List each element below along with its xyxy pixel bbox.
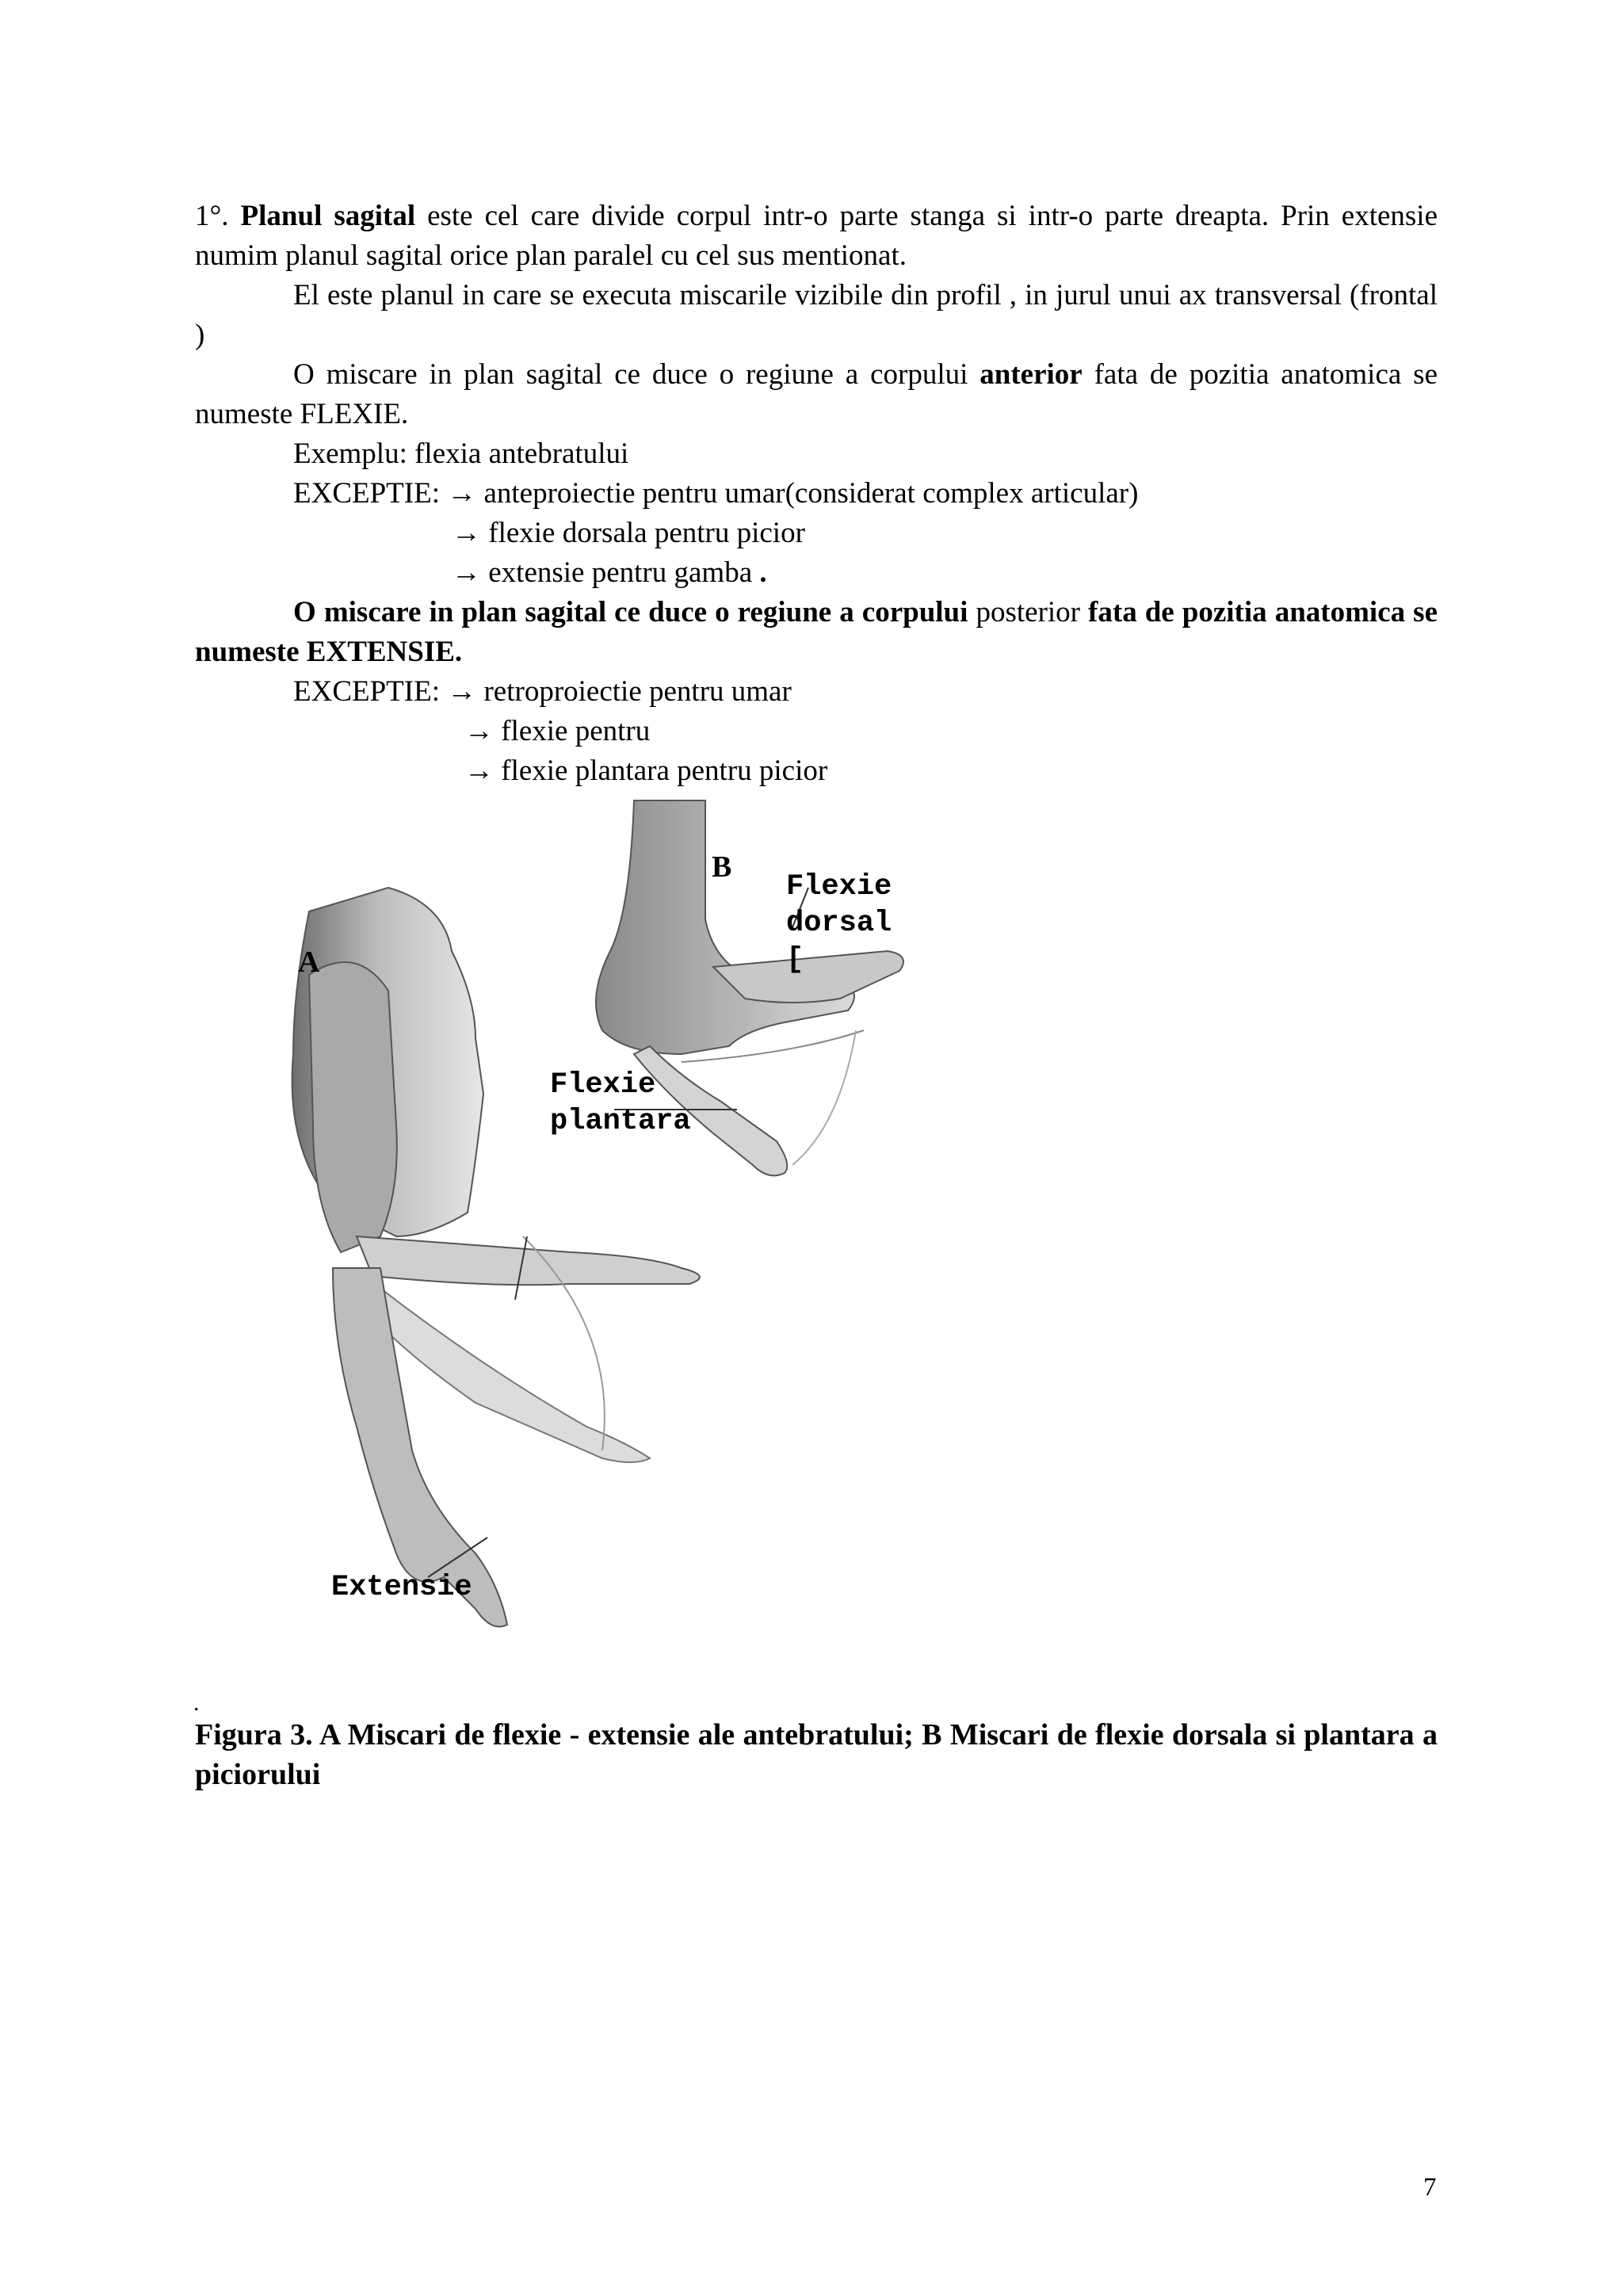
arrow-right-icon: →: [464, 755, 494, 787]
paragraph-bold-text: fata de pozitia anatomica se numeste EXTENSIE.: [195, 596, 1438, 668]
arrow-right-icon: →: [447, 675, 477, 708]
exception-item: flexie plantara pentru picior: [494, 755, 828, 787]
label-flexie-dorsal: Flexie dorsal [: [786, 870, 892, 976]
paragraph-profile-movement: El este planul in care se executa miscarile vizibile din profil , in jurul unui ax transversal (frontal ): [195, 279, 1438, 351]
exception-item: extensie pentru gamba: [481, 556, 753, 589]
term-posterior: posterior: [968, 596, 1089, 628]
figure-caption: Figura 3. A Miscari de flexie - extensie ale antebratului; B Miscari de flexie dorsala si plantara a piciorului: [195, 1718, 1438, 1791]
anatomy-figure: [238, 793, 951, 1688]
figure-label-b: B: [712, 850, 732, 884]
paragraph-text: O miscare in plan sagital ce duce o regiune a corpului: [293, 358, 980, 391]
body-text: [195, 197, 1438, 791]
paragraph-extensie: [195, 593, 1438, 672]
exception-line-4: [195, 672, 1438, 712]
term-anterior: anterior: [980, 358, 1083, 391]
exception-line-5: [195, 712, 1438, 751]
paragraph-flexie: [195, 355, 1438, 434]
exception-item: retroproiectie pentru umar: [476, 675, 792, 708]
page-number: 7: [1423, 2173, 1437, 2202]
exception-dot: .: [752, 556, 767, 589]
exception-line-6: [195, 751, 1438, 791]
upper-arm-shape: [309, 962, 397, 1252]
paragraph-bold-text: O miscare in plan sagital ce duce o regiune a corpului: [293, 596, 968, 628]
arrow-right-icon: →: [447, 477, 477, 510]
paragraph-text: fata de pozitia anatomica se numeste FLEXIE.: [195, 358, 1438, 430]
label-flexie-plantara: Flexie plantara: [550, 1068, 691, 1138]
exception-line-3: [195, 553, 1438, 593]
paragraph-text: este cel care divide corpul intr-o parte stanga si intr-o parte dreapta. Prin extensie numim planul sagital orice plan paralel cu cel sus mentionat.: [195, 200, 1438, 272]
exception-label: EXCEPTIE:: [293, 477, 448, 510]
exception-line-1: [195, 474, 1438, 514]
forearm-flexed-shape: [357, 1236, 700, 1285]
exception-item: flexie dorsala pentru picior: [481, 517, 805, 549]
term-planul-sagital: Planul sagital: [240, 200, 416, 232]
exception-item: anteproiectie pentru umar(considerat complex articular): [476, 477, 1139, 510]
exception-item: flexie pentru: [494, 715, 651, 747]
caption-dot: .: [193, 1690, 200, 1716]
list-number: 1°.: [195, 200, 241, 232]
paragraph-sagital-plane: [195, 197, 1438, 276]
arrow-right-icon: →: [464, 715, 494, 747]
figure-label-a: A: [298, 946, 320, 979]
paragraph-example: Exemplu: flexia antebratului: [293, 437, 629, 470]
label-extensie: Extensie: [331, 1571, 472, 1604]
arrow-right-icon: →: [452, 517, 481, 549]
arrow-right-icon: →: [452, 556, 481, 589]
exception-line-2: [195, 514, 1438, 553]
exception-label: EXCEPTIE:: [293, 675, 448, 708]
